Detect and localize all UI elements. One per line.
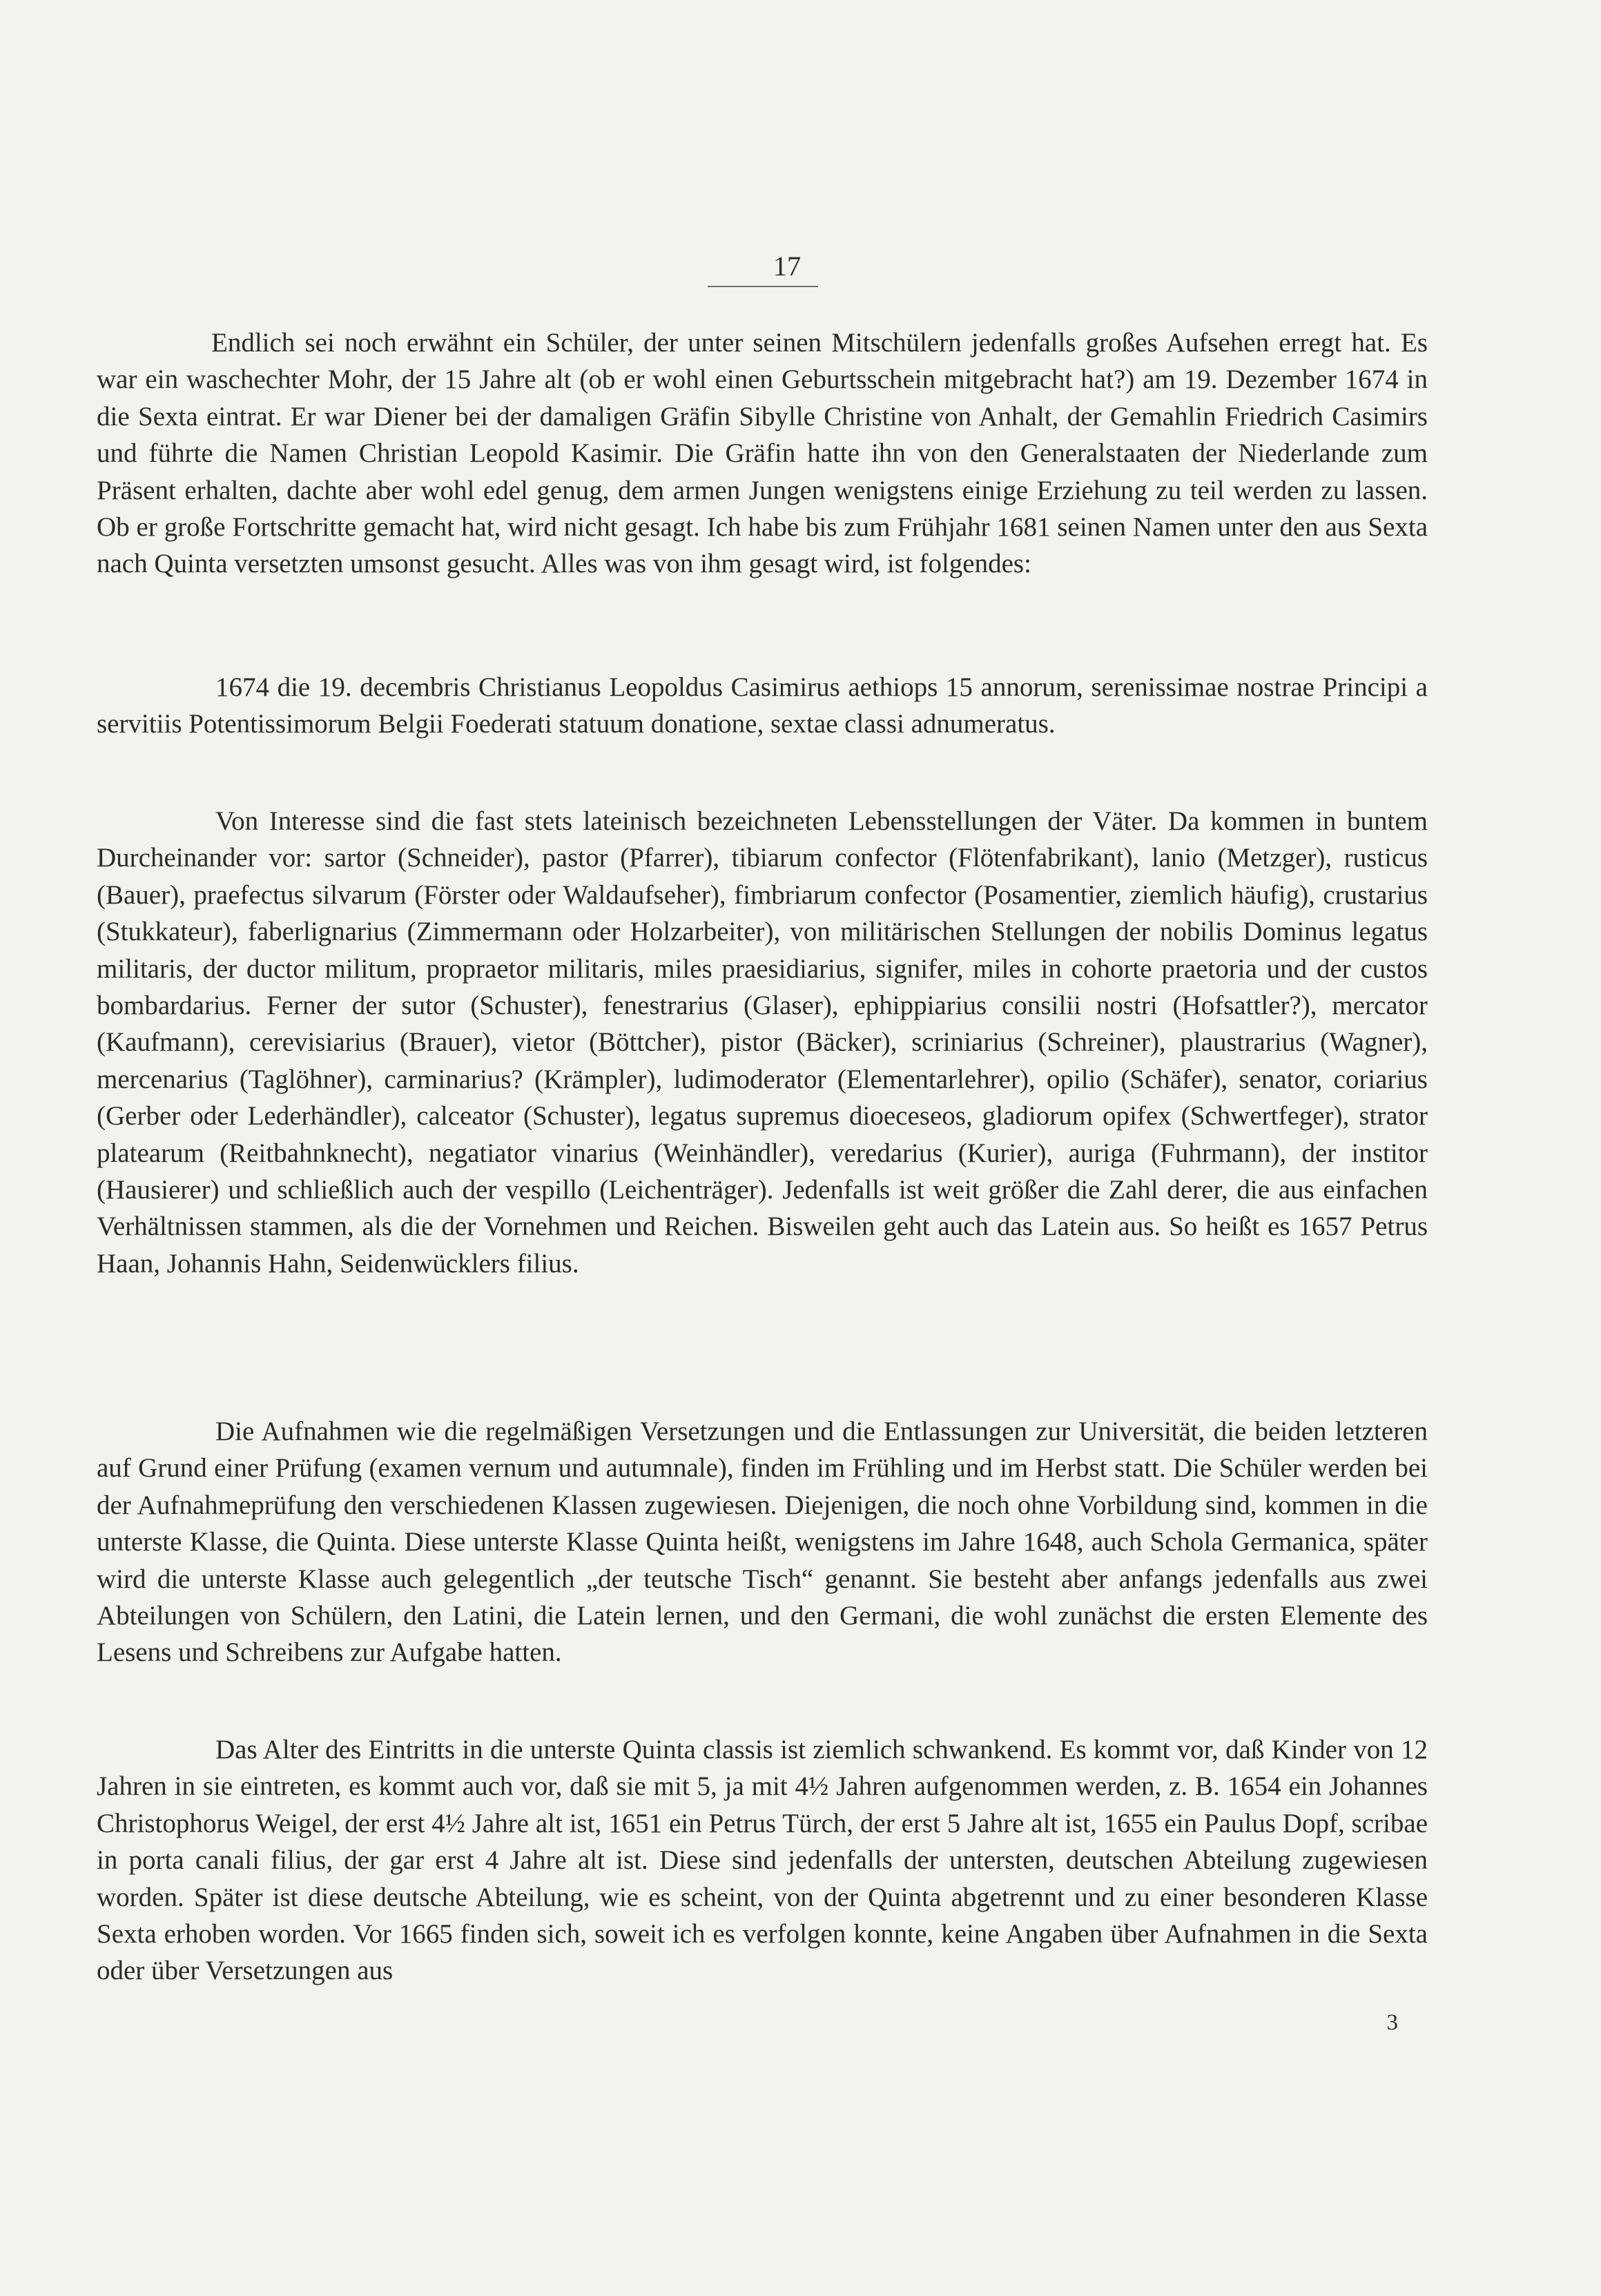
header-rule — [708, 286, 818, 287]
paragraph-moor-student: Endlich sei noch erwähnt ein Schüler, der unter seinen Mitschülern jedenfalls großes Aufsehen erregt hat. Es war ein waschechter Mohr, der 15 Jahre alt (ob er wohl einen Geburtsschein mitgebracht hat?) am 19. Dezember 1674 in die Sexta eintrat. Er war Diener bei der damaligen Gräfin Sibylle Christine von Anhalt, der Gemahlin Friedrich Casimirs und führte die Namen Christian Leopold Kasimir. Die Gräfin hatte ihn von den Generalstaaten der Niederlande zum Präsent erhalten, dachte aber wohl edel genug, dem armen Jungen wenigstens einige Erziehung zu teil werden zu lassen. Ob er große Fortschritte gemacht hat, wird nicht gesagt. Ich habe bis zum Frühjahr 1681 seinen Namen unter den aus Sexta nach Quinta versetzten umsonst gesucht. Alles was von ihm gesagt wird, ist folgendes: — [97, 328, 1428, 579]
paragraph-fathers-professions: Von Interesse sind die fast stets lateinisch bezeichneten Lebensstellungen der Väter. Da kommen in buntem Durcheinander vor: sartor (Schneider), pastor (Pfarrer), tibiarum confector (Flötenfabrikant), lanio (Metzger), rusticus (Bauer), praefectus silvarum (Förster oder Waldaufseher), fimbriarum confector (Posamentier, ziemlich häufig), crustarius (Stukkateur), faberlignarius (Zimmermann oder Holzarbeiter), von militärischen Stellungen der nobilis Dominus legatus militaris, der ductor militum, propraetor militaris, miles praesidiarius, signifer, miles in cohorte praetoria und der custos bombardarius. Ferner der sutor (Schuster), fenestrarius (Glaser), ephippiarius consilii nostri (Hofsattler?), mercator (Kaufmann), cerevisiarius (Brauer), vietor (Böttcher), pistor (Bäcker), scriniarius (Schreiner), plaustrarius (Wagner), mercenarius (Taglöhner), carminarius? (Krämpler), ludimoderator (Elementarlehrer), opilio (Schäfer), senator, coriarius (Gerber oder Lederhändler), calceator (Schuster), legatus supremus dioeceseos, gladiorum opifex (Schwertfeger), strator platearum (Reitbahnknecht), negatiator vinarius (Weinhändler), veredarius (Kurier), auriga (Fuhrmann), der institor (Hausierer) und schließlich auch der vespillo (Leichenträger). Jedenfalls ist weit größer die Zahl derer, die aus einfachen Verhältnissen stammen, als die der Vornehmen und Reichen. Bisweilen geht auch das Latein aus. So heißt es 1657 Petrus Haan, Johannis Hahn, Seidenwücklers filius. — [97, 806, 1428, 1278]
page-number: 17 — [773, 251, 801, 282]
paragraph-entry-age: Das Alter des Eintritts in die unterste Quinta classis ist ziemlich schwankend. Es kommt vor, daß Kinder von 12 Jahren in sie eintreten, es kommt auch vor, daß sie mit 5, ja mit 4½ Jahren aufgenommen werden, z. B. 1654 ein Johannes Christophorus Weigel, der erst 4½ Jahre alt ist, 1651 ein Petrus Türch, der erst 5 Jahre alt ist, 1655 ein Paulus Dopf, scribae in porta canali filius, der gar erst 4 Jahre alt ist. Diese sind jedenfalls der untersten, deutschen Abteilung zugewiesen worden. Später ist diese deutsche Abteilung, wie es scheint, von der Quinta abgetrennt und zu einer besonderen Klasse Sexta erhoben worden. Vor 1665 finden sich, soweit ich es verfolgen konnte, keine Angaben über Aufnahmen in die Sexta oder über Versetzungen aus — [97, 1735, 1428, 1986]
paragraph-latin-record: 1674 die 19. decembris Christianus Leopoldus Casimirus aethiops 15 annorum, serenissimae nostrae Principi a servitiis Potentissimorum Belgii Foederati statuum donatione, sextae classi adnumeratus. — [97, 672, 1428, 739]
paragraph-admissions: Die Aufnahmen wie die regelmäßigen Versetzungen und die Entlassungen zur Universität, die beiden letzteren auf Grund einer Prüfung (examen vernum und autumnale), finden im Frühling und im Herbst statt. Die Schüler werden bei der Aufnahmeprüfung den verschiedenen Klassen zugewiesen. Diejenigen, die noch ohne Vorbildung sind, kommen in die unterste Klasse, die Quinta. Diese unterste Klasse Quinta heißt, wenigstens im Jahre 1648, auch Schola Germanica, später wird die unterste Klasse auch gelegentlich „der teutsche Tisch“ genannt. Sie besteht aber anfangs jedenfalls aus zwei Abteilungen von Schülern, den Latini, die Latein lernen, und den Germani, die wohl zunächst die ersten Elemente des Lesens und Schreibens zur Aufgabe hatten. — [97, 1417, 1428, 1668]
signature-mark: 3 — [1386, 2010, 1398, 2035]
